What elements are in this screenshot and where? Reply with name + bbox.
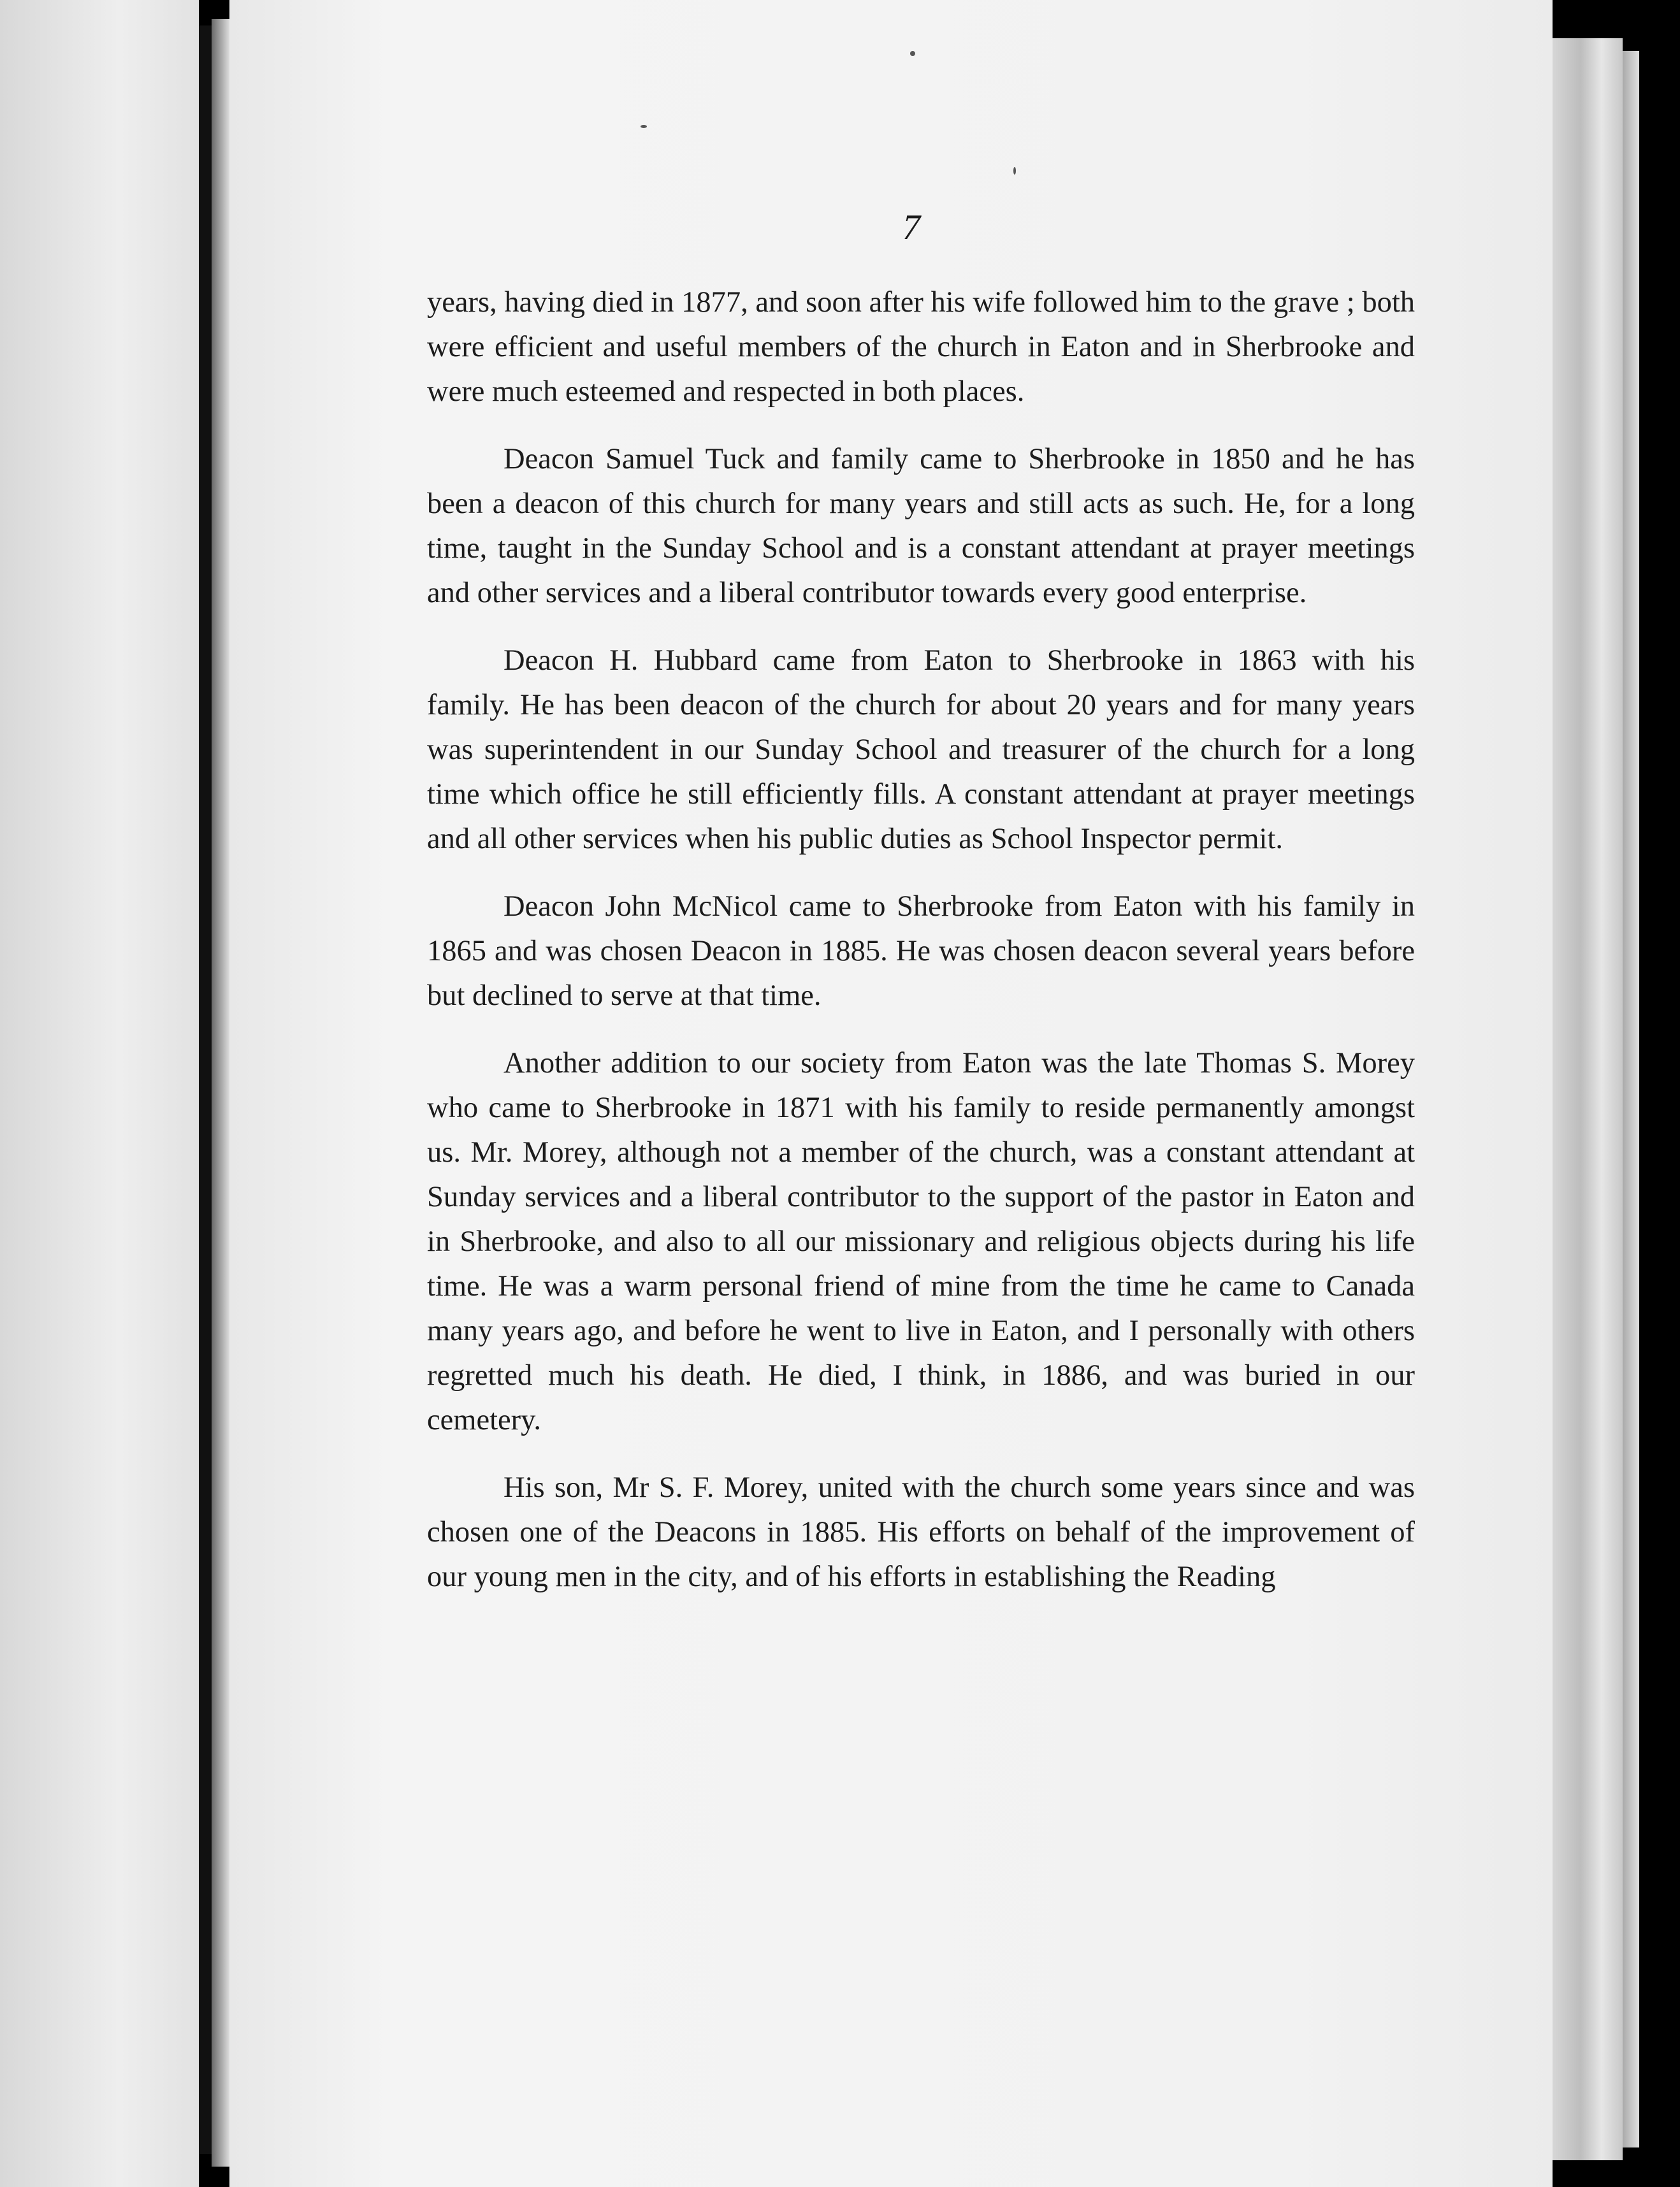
paragraph: His son, Mr S. F. Morey, united with the church some years since and was chosen one of the Deacons in 1885. His efforts on behalf of the improvement of our young men in the city, and of his efforts in establishing the Reading: [427, 1471, 1415, 1593]
gutter-shadow: [212, 19, 229, 2167]
book-gutter: [199, 25, 212, 2154]
stacked-page-edges: [1553, 38, 1623, 2160]
print-speck: [1013, 167, 1016, 175]
print-speck: [910, 51, 915, 56]
paragraph: Another addition to our society from Eaton was the late Thomas S. Morey who came to Sherbrooke in 1871 with his family to reside permanently amongst us. Mr. Morey, although not a member of the church, was a constant attendant at Sunday services and a liberal contributor to the support of the pastor in Eaton and in Sherbrooke, and also to all our missionary and religious objects during his life time. He was a warm personal friend of mine from the time he came to Canada many years ago, and before he went to live in Eaton, and I personally with others regretted much his death. He died, I think, in 1886, and was buried in our cemetery.: [427, 1047, 1415, 1436]
paragraph: Deacon H. Hubbard came from Eaton to Sherbrooke in 1863 with his family. He has been deacon of the church for about 20 years and for many years was superintendent in our Sunday School and treasurer of the church for a long time which office he still efficiently fills. A constant attendant at prayer meetings and all other services when his public duties as School Inspector permit.: [427, 644, 1415, 855]
body-text: [427, 280, 1415, 1622]
print-speck: [641, 125, 647, 128]
facing-page-edge: [0, 0, 199, 2187]
page-number: 7: [902, 208, 920, 247]
stacked-page-edges-inner: [1623, 51, 1639, 2147]
paragraph: years, having died in 1877, and soon after his wife followed him to the grave ; both were efficient and useful members of the church in Eaton and in Sherbrooke and were much esteemed and respected in both places.: [427, 286, 1415, 408]
paragraph: Deacon Samuel Tuck and family came to Sherbrooke in 1850 and he has been a deacon of this church for many years and still acts as such. He, for a long time, taught in the Sunday School and is a constant attendant at prayer meetings and other services and a liberal contributor towards every good enterprise.: [427, 443, 1415, 609]
paragraph: Deacon John McNicol came to Sherbrooke from Eaton with his family in 1865 and was chosen Deacon in 1885. He was chosen deacon several years before but declined to serve at that time.: [427, 890, 1415, 1012]
